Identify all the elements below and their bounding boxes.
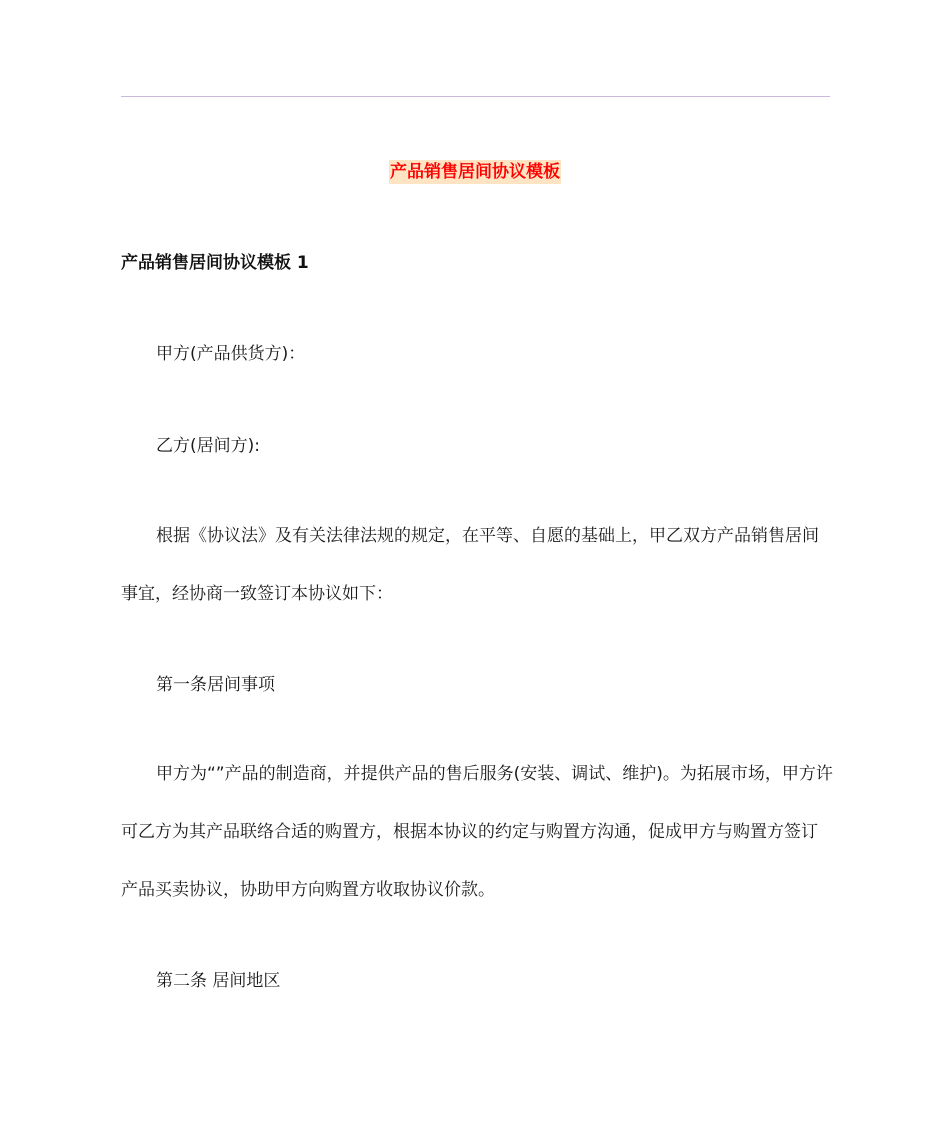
header-rule [121, 96, 830, 97]
paragraph-article-1-title: 第一条居间事项 [156, 675, 275, 695]
paragraph-preamble: 根据《协议法》及有关法律法规的规定，在平等、自愿的基础上，甲乙双方产品销售居间事宜，经协商一致签订本协议如下： [121, 526, 819, 604]
document-title: 产品销售居间协议模板 [390, 162, 560, 182]
paragraph-article-1-body: 甲方为“”产品的制造商，并提供产品的售后服务(安装、调试、维护)。为拓展市场，甲方许可乙方为其产品联络合适的购置方，根据本协议的约定与购置方沟通，促成甲方与购置方签订产品买卖协议，协助甲方向购置方收取协议价款。 [121, 764, 833, 900]
paragraph-party-b: 乙方(居间方): [156, 436, 260, 456]
paragraph-article-2-title: 第二条 居间地区 [156, 971, 281, 991]
section-heading: 产品销售居间协议模板 1 [121, 253, 309, 273]
title-container [0, 160, 950, 184]
paragraph-party-a: 甲方(产品供货方)： [156, 344, 306, 364]
